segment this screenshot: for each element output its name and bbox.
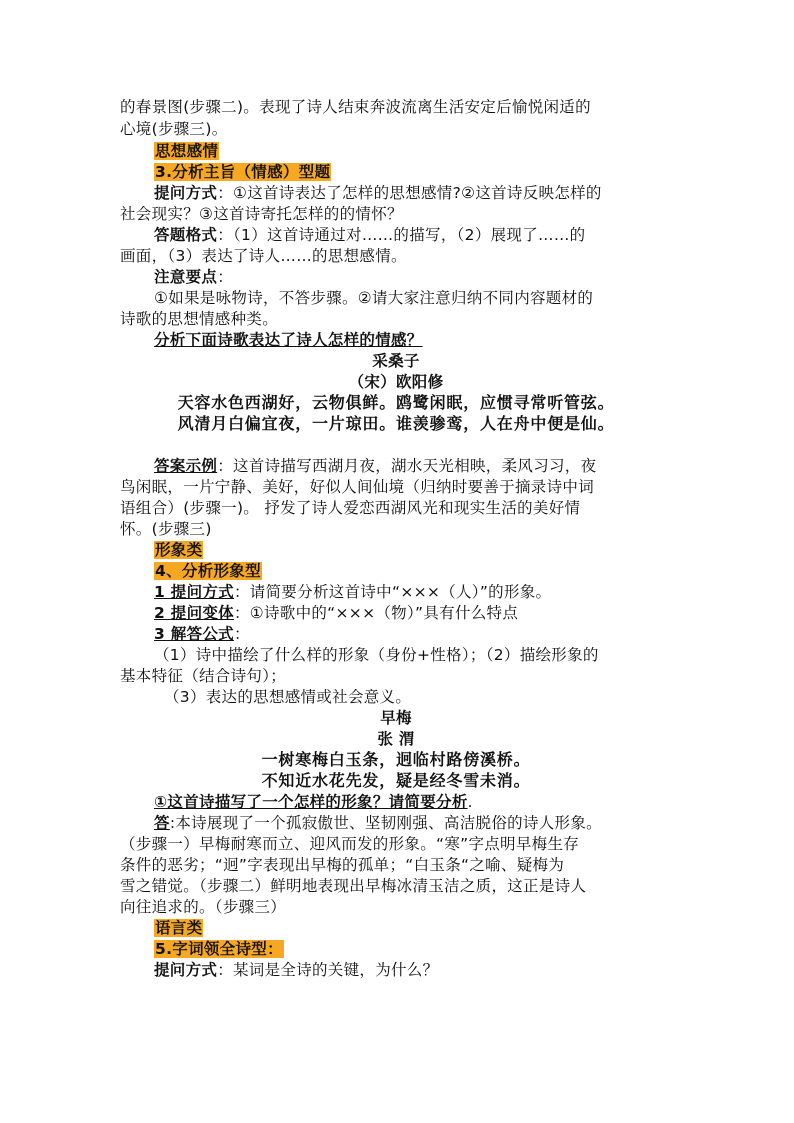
highlight-label: 4、分析形象型 <box>155 562 261 580</box>
text-line: 画面，（3）表达了诗人……的思想感情。 <box>120 247 407 265</box>
text-line <box>154 267 714 287</box>
label-bold: 提问方式 <box>154 184 218 202</box>
highlight-label: 3.分析主旨（情感）型题 <box>155 163 331 181</box>
label-underlined: 1 提问方式 <box>154 583 234 601</box>
text-line <box>154 813 668 833</box>
text-run: :本诗展现了一个孤寂傲世、坚韧刚强、高洁脱俗的诗人形象。 <box>169 814 602 832</box>
label-underlined: 答案示例 <box>154 457 218 475</box>
text-line: 向往追求的。（步骤三） <box>120 898 287 916</box>
text-run: ：这首诗描写西湖月夜，湖水天光相映，柔风习习，夜 <box>217 457 597 475</box>
section-heading <box>154 561 714 581</box>
text-line: 怀。(步骤三) <box>120 520 212 538</box>
label-bold: 提问方式 <box>154 961 218 979</box>
text-line: （步骤一）早梅耐寒而立、迎风而发的形象。“寒”字点明早梅生存 <box>120 835 580 853</box>
poem-author: 张 渭 <box>377 730 415 748</box>
text-run: ：某词是全诗的关键，为什么？ <box>217 961 439 979</box>
text-line: 鸟闲眠，一片宁静、美好，好似人间仙境（归纳时要善于摘录诗中词 <box>120 478 595 496</box>
section-heading <box>154 141 714 161</box>
text-line <box>154 225 668 245</box>
text-run: ：①这首诗表达了怎样的思想感情?②这首诗反映怎样的 <box>217 184 602 202</box>
text-run: ： <box>217 268 234 286</box>
section-heading <box>154 918 714 938</box>
text-line: 条件的恶劣；“迥”字表现出早梅的孤单；“白玉条“之喻、疑梅为 <box>120 856 565 874</box>
text-line: 语组合）(步骤一)。 抒发了诗人爱恋西湖风光和现实生活的美好情 <box>120 499 581 517</box>
text-line: 社会现实？③这首诗寄托怎样的的情怀？ <box>120 205 403 223</box>
label-bold: 答题格式 <box>154 226 218 244</box>
text-line <box>154 624 714 644</box>
section-heading <box>154 939 714 959</box>
text-line <box>154 960 714 980</box>
text-line <box>154 183 668 203</box>
label-underlined: 3 解答公式 <box>154 625 234 643</box>
poem-author: （宋）欧阳修 <box>348 373 444 391</box>
text-run: ：①诗歌中的“×××（物）”具有什么特点 <box>233 604 519 622</box>
section-heading <box>154 540 714 560</box>
text-run: ：（1）这首诗通过对……的描写，（2）展现了……的 <box>217 226 586 244</box>
text-line: （1）诗中描绘了什么样的形象（身份+性格）；（2）描绘形象的 <box>154 646 599 664</box>
underlined-text: ①这首诗描写了一个怎样的形象？请简要分析 <box>154 793 468 811</box>
poem-line: 风清月白偏宜夜，一片琼田。谁羡骖鸾，人在舟中便是仙。 <box>177 414 615 433</box>
highlight-label: 形象类 <box>155 541 203 559</box>
text-run: ： <box>233 625 250 643</box>
poem-line: 不知近水花先发，疑是经冬雪未消。 <box>261 771 531 790</box>
label-bold: 注意要点 <box>154 268 218 286</box>
text-line <box>154 603 714 623</box>
text-line: 的春景图(步骤二)。表现了诗人结束奔波流离生活安定后愉悦闲适的 <box>120 98 591 116</box>
text-line: 心境(步骤三)。 <box>120 120 228 138</box>
text-line: ①如果是咏物诗，不答步骤。②请大家注意归纳不同内容题材的 <box>154 289 594 307</box>
label-underlined: 答 <box>154 814 170 832</box>
text-line: （3）表达的思想感情或社会意义。 <box>164 688 412 706</box>
text-line: 雪之错觉。（步骤二）鲜明地表现出早梅冰清玉洁之质，这正是诗人 <box>120 877 587 895</box>
label-underlined: 2 提问变体 <box>154 604 234 622</box>
text-line: 诗歌的思想情感种类。 <box>120 310 279 328</box>
text-run: ：请简要分析这首诗中“×××（人）”的形象。 <box>233 583 552 601</box>
underlined-text: 分析下面诗歌表达了诗人怎样的情感？ <box>154 331 423 349</box>
poem-title: 早梅 <box>380 709 412 727</box>
text-line <box>154 582 714 602</box>
text-run: . <box>467 793 473 811</box>
section-heading <box>154 162 714 182</box>
highlight-label: 语言类 <box>155 919 203 937</box>
task-heading <box>154 330 714 350</box>
poem-line: 天容水色西湖好，云物俱鲜。鸥鹭闲眠，应惯寻常听管弦。 <box>177 393 615 412</box>
text-line: 基本特征（结合诗句）； <box>120 667 287 685</box>
poem-title: 采桑子 <box>372 352 420 370</box>
highlight-label: 思想感情 <box>155 142 219 160</box>
highlight-label: 5.字词领全诗型： <box>155 940 283 958</box>
text-line <box>154 456 668 476</box>
task-heading <box>154 792 714 812</box>
poem-line: 一树寒梅白玉条，迥临村路傍溪桥。 <box>261 750 531 769</box>
